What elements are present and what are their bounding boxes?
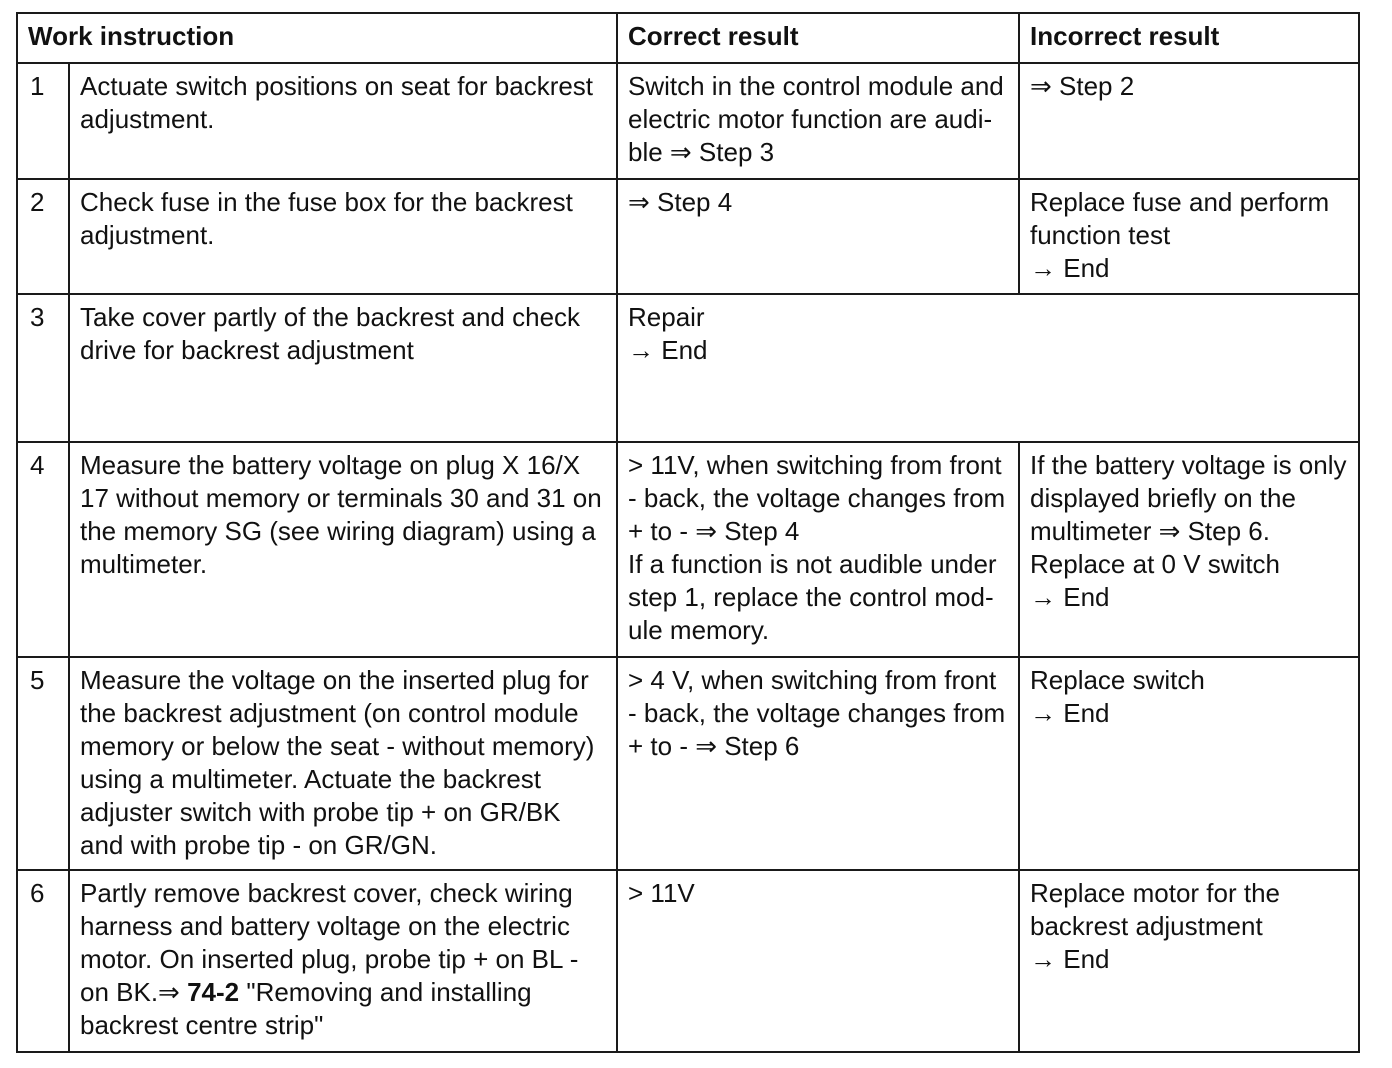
step-number: 5 — [17, 657, 69, 870]
incorrect-result-cell: Replace fuse and perform function test → End — [1019, 179, 1359, 294]
instruction-cell: Check fuse in the fuse box for the backrest adjustment. — [69, 179, 617, 294]
table-row — [17, 657, 1359, 870]
instruction-text-continued: "Removing and installing backrest centre strip" — [80, 977, 532, 1040]
table-row — [17, 63, 1359, 179]
instruction-text: Partly remove backrest cover, check wiring harness and battery voltage on the electric motor. On inserted plug, probe tip + on BL - on BK.⇒ — [80, 878, 579, 1007]
correct-result-cell: > 11V — [617, 870, 1019, 1052]
correct-result-cell: > 11V, when switching from front - back, the voltage changes from + to - ⇒ Step 4 If a function is not audible under step 1, replace the control mod- ule memory. — [617, 442, 1019, 657]
header-correct-result: Correct result — [617, 13, 1019, 63]
step-number: 2 — [17, 179, 69, 294]
correct-result-cell: Switch in the control module and electric motor function are audi- ble ⇒ Step 3 — [617, 63, 1019, 179]
step-number: 6 — [17, 870, 69, 1052]
header-incorrect-result: Incorrect result — [1019, 13, 1359, 63]
incorrect-result-cell: Replace motor for the backrest adjustment → End — [1019, 870, 1359, 1052]
step-number: 3 — [17, 294, 69, 442]
step-number: 1 — [17, 63, 69, 179]
instruction-cell: Actuate switch positions on seat for backrest adjustment. — [69, 63, 617, 179]
work-instruction-table — [16, 12, 1360, 1053]
table-row — [17, 179, 1359, 294]
instruction-cell — [69, 870, 617, 1052]
incorrect-result-cell: Replace switch → End — [1019, 657, 1359, 870]
correct-result-cell: Repair → End — [617, 294, 1359, 442]
table-row — [17, 442, 1359, 657]
incorrect-result-cell: If the battery voltage is only displayed briefly on the multimeter ⇒ Step 6. Replace at 0 V switch → End — [1019, 442, 1359, 657]
table-row — [17, 870, 1359, 1052]
correct-result-cell: > 4 V, when switching from front - back, the voltage changes from + to - ⇒ Step 6 — [617, 657, 1019, 870]
instruction-cell: Measure the battery voltage on plug X 16/X 17 without memory or terminals 30 and 31 on the memory SG (see wiring diagram) using a multimeter. — [69, 442, 617, 657]
instruction-cell: Measure the voltage on the inserted plug for the backrest adjustment (on control module memory or below the seat - without memory) using a multimeter. Actuate the backrest adjuster switch with probe tip + on GR/BK and with probe tip - on GR/GN. — [69, 657, 617, 870]
step-number: 4 — [17, 442, 69, 657]
instruction-cell: Take cover partly of the backrest and check drive for backrest adjustment — [69, 294, 617, 442]
table-row — [17, 294, 1359, 442]
header-row — [17, 13, 1359, 63]
incorrect-result-cell: ⇒ Step 2 — [1019, 63, 1359, 179]
correct-result-cell: ⇒ Step 4 — [617, 179, 1019, 294]
header-work-instruction: Work instruction — [17, 13, 617, 63]
section-reference-link[interactable]: 74-2 — [187, 977, 240, 1007]
